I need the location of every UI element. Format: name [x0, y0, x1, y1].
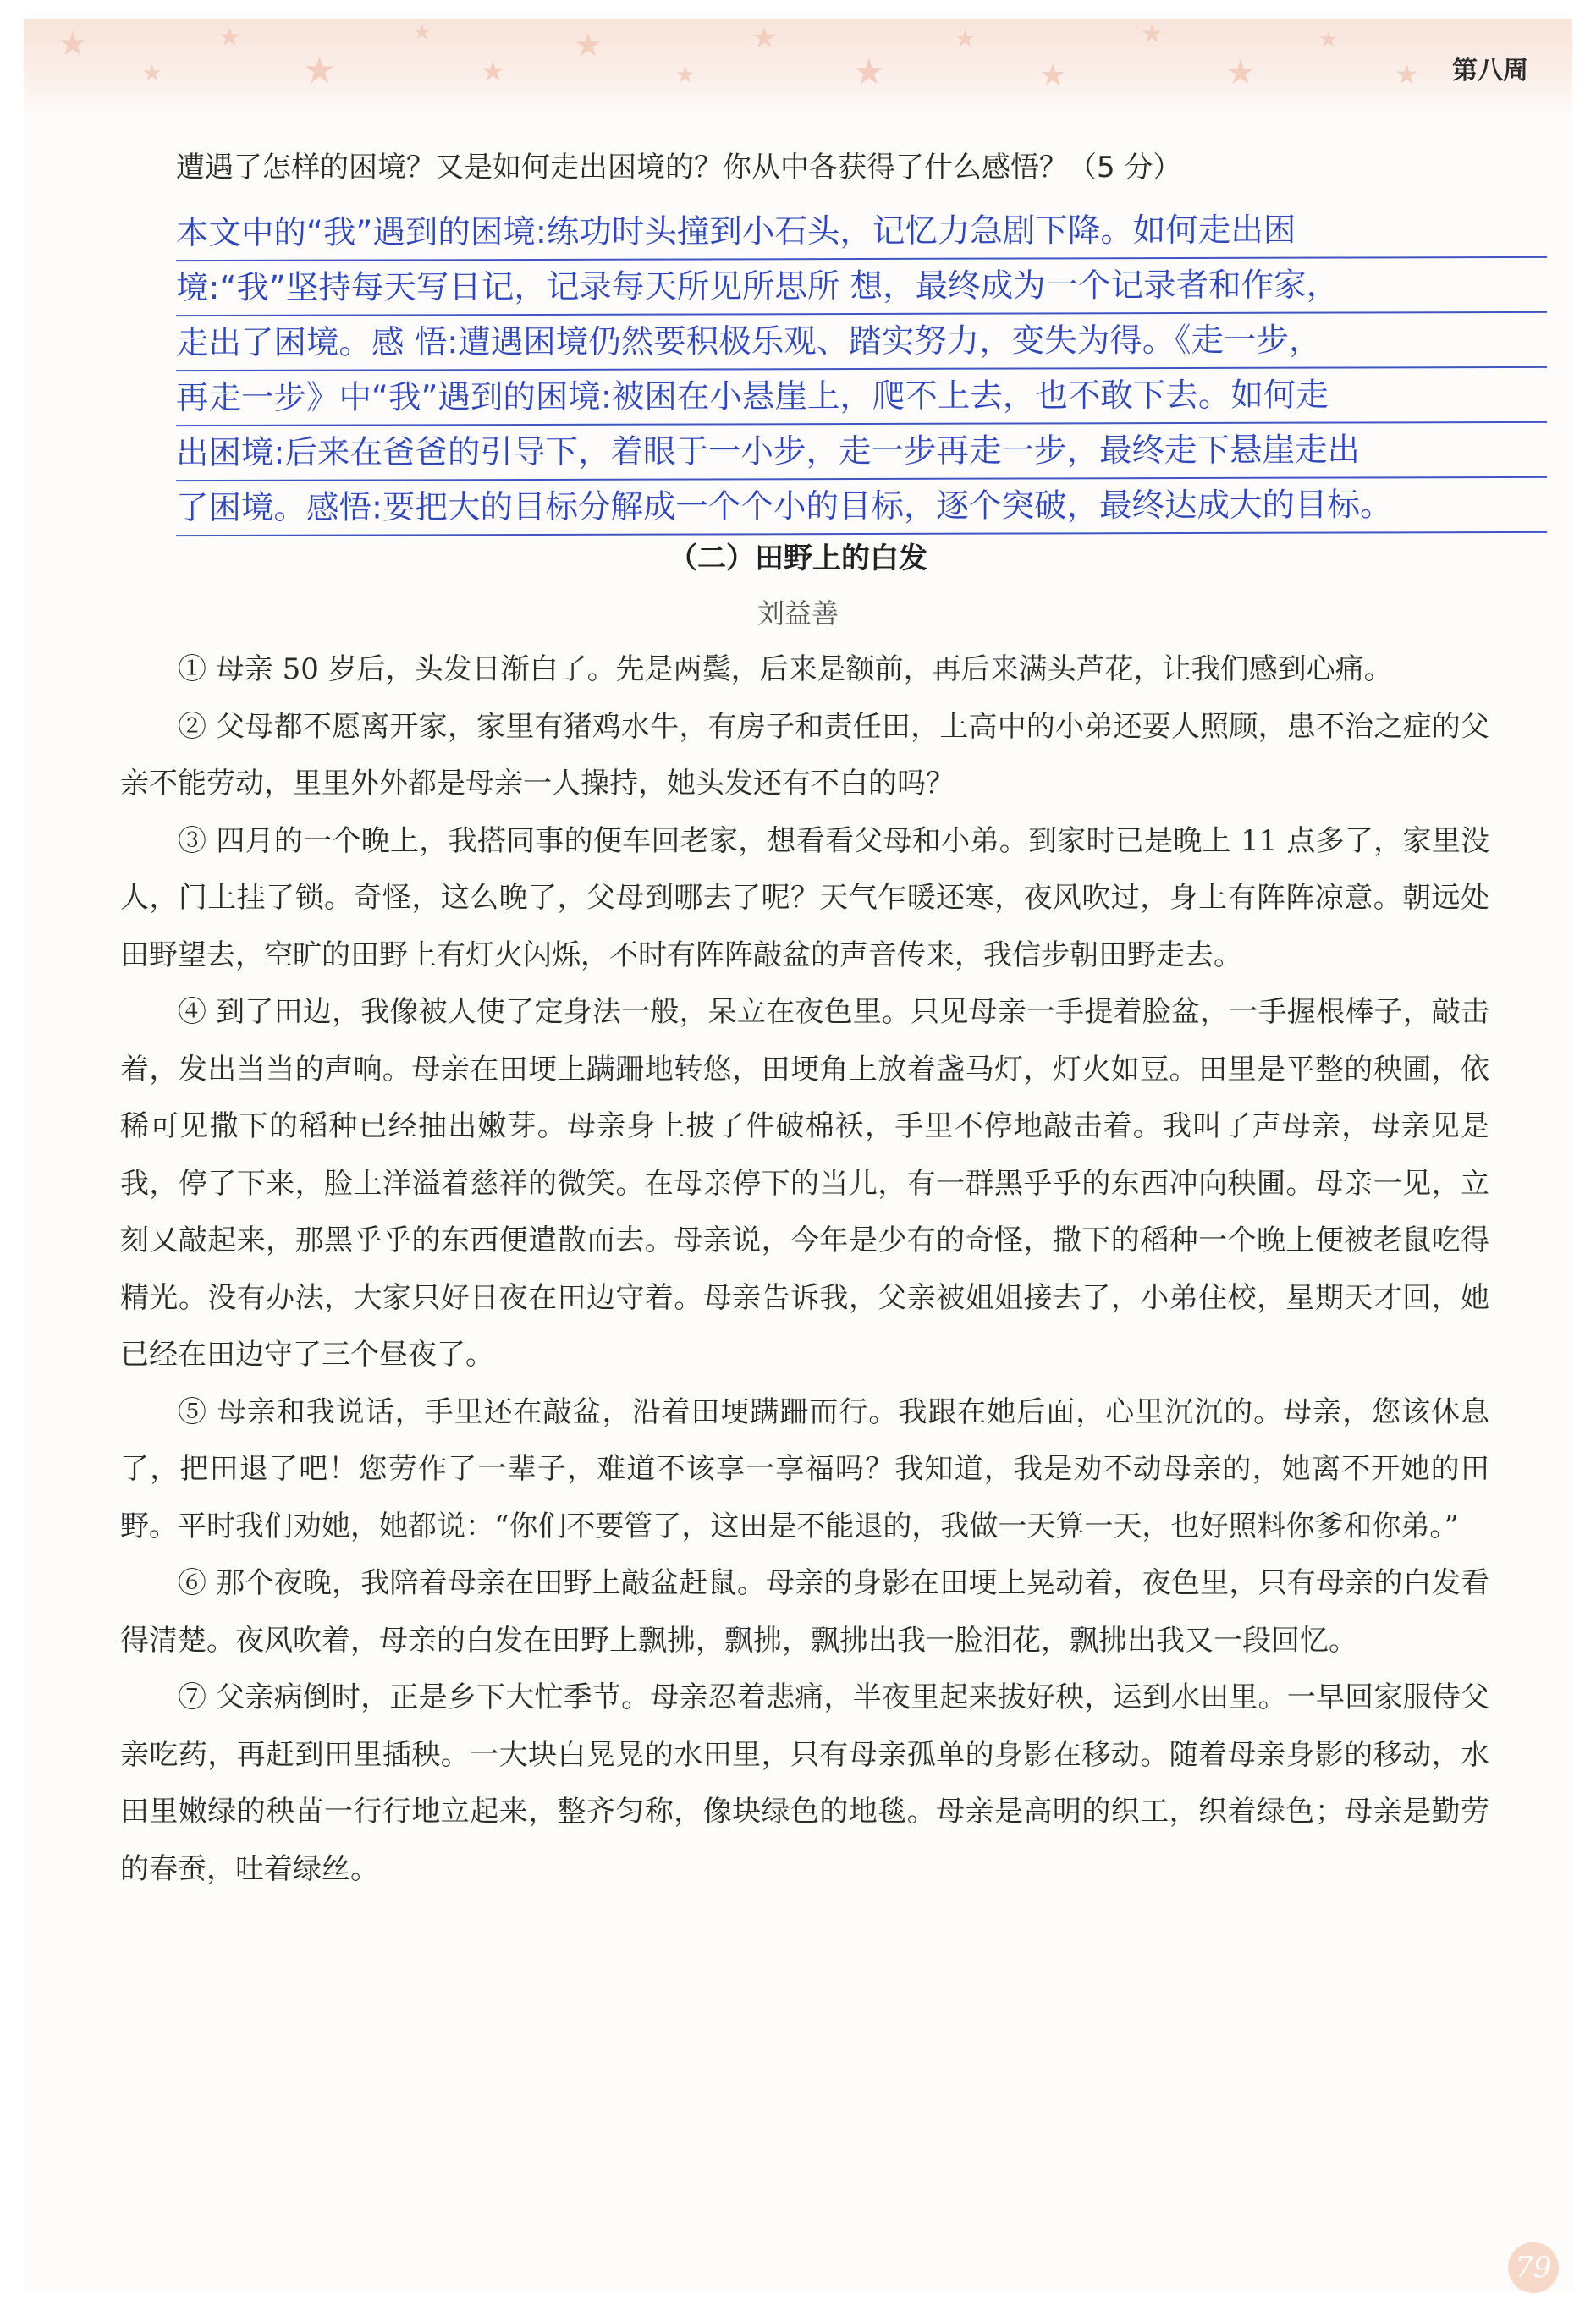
star-icon: ★: [142, 61, 162, 86]
star-icon: ★: [1225, 53, 1256, 92]
paragraph-2: ② 父母都不愿离开家，家里有猪鸡水牛，有房子和责任田，上高中的小弟还要人照顾，患不治之症的父亲不能劳动，里里外外都是母亲一人操持，她头发还有不白的吗？: [120, 709, 1489, 800]
answer-line: 走出了困境。感 悟:遭遇困境仍然要积极乐观、踏实努力，变失为得。《走一步，: [176, 313, 1547, 371]
star-icon: ★: [675, 63, 696, 88]
page-number: 79: [1508, 2242, 1559, 2293]
article-title: （二）田野上的白发: [669, 542, 927, 575]
star-icon: ★: [481, 55, 505, 87]
header-band: [24, 19, 1572, 120]
week-label: 第八周: [1452, 56, 1528, 85]
answer-line: 境:“我”坚持每天写日记，记录每天所见所思所 想，最终成为一个记录者和作家，: [176, 258, 1547, 316]
answer-line: 本文中的“我”遇到的困境:练功时头撞到小石头，记忆力急剧下降。如何走出困: [176, 203, 1547, 261]
star-icon: ★: [853, 51, 885, 92]
answer-line: 再走一步》中“我”遇到的困境:被困在小悬崖上，爬不上去，也不敢下去。如何走: [176, 368, 1547, 426]
paragraph-5: ⑤ 母亲和我说话，手里还在敲盆，沿着田埂蹒跚而行。我跟在她后面，心里沉沉的。母亲，您该休息了，把田退了吧！您劳作了一辈子，难道不该享一享福吗？我知道，我是劝不动母亲的，她离不开她的田野。平时我们劝她，她都说：“你们不要管了，这田是不能退的，我做一天算一天，也好照料你爹和你弟。”: [120, 1394, 1489, 1543]
star-icon: ★: [751, 21, 778, 55]
question-text: 遭遇了怎样的困境？又是如何走出困境的？你从中各获得了什么感悟？（5 分）: [176, 151, 1182, 184]
paragraph-1: ① 母亲 50 岁后，头发日渐白了。先是两鬓，后来是额前，再后来满头芦花，让我们感到心痛。: [178, 652, 1393, 686]
answer-line: 出困境:后来在爸爸的引导下，着眼于一小步，走一步再走一步，最终走下悬崖走出: [176, 423, 1547, 481]
star-icon: ★: [1395, 58, 1419, 91]
star-icon: ★: [413, 20, 432, 44]
article-author: 刘益善: [757, 597, 839, 630]
paragraph-6: ⑥ 那个夜晚，我陪着母亲在田野上敲盆赶鼠。母亲的身影在田埂上晃动着，夜色里，只有母亲的白发看得清楚。夜风吹着，母亲的白发在田野上飘拂，飘拂，飘拂出我一脸泪花，飘拂出我又一段回忆。: [120, 1566, 1489, 1658]
star-icon: ★: [955, 25, 977, 52]
star-icon: ★: [1318, 27, 1339, 52]
star-icon: ★: [574, 26, 603, 63]
paragraph-7: ⑦ 父亲病倒时，正是乡下大忙季节。母亲忍着悲痛，半夜里起来拔好秧，运到水田里。一早回家服侍父亲吃药，再赶到田里插秧。一大块白晃晃的水田里，只有母亲孤单的身影在移动。随着母亲身影的移动，水田里嫩绿的秧苗一行行地立起来，整齐匀称，像块绿色的地毯。母亲是高明的织工，织着绿色；母亲是勤劳的春蚕，吐着绿丝。: [120, 1680, 1489, 1886]
star-icon: ★: [218, 23, 241, 52]
star-icon: ★: [58, 25, 88, 63]
star-icon: ★: [303, 49, 337, 92]
article-body: [120, 641, 1489, 1898]
star-icon: ★: [1141, 19, 1164, 49]
paragraph-3: ③ 四月的一个晚上，我搭同事的便车回老家，想看看父母和小弟。到家时已是晚上 11 点多了，家里没人，门上挂了锁。奇怪，这么晚了，父母到哪去了呢？天气乍暖还寒，夜风吹过，身上有阵阵凉意。朝远处田野望去，空旷的田野上有灯火闪烁，不时有阵阵敲盆的声音传来，我信步朝田野走去。: [120, 823, 1489, 972]
answer-line: 了困境。感悟:要把大的目标分解成一个个小的目标，逐个突破，最终达成大的目标。: [176, 478, 1547, 536]
star-icon: ★: [1039, 58, 1067, 93]
handwritten-answer: [176, 205, 1547, 535]
paragraph-4: ④ 到了田边，我像被人使了定身法一般，呆立在夜色里。只见母亲一手提着脸盆，一手握根棒子，敲击着，发出当当的声响。母亲在田埂上蹒跚地转悠，田埂角上放着盏马灯，灯火如豆。田里是平整的秧圃，依稀可见撒下的稻种已经抽出嫩芽。母亲身上披了件破棉袄，手里不停地敲击着。我叫了声母亲，母亲见是我，停了下来，脸上洋溢着慈祥的微笑。在母亲停下的当儿，有一群黑乎乎的东西冲向秧圃。母亲一见，立刻又敲起来，那黑乎乎的东西便遣散而去。母亲说，今年是少有的奇怪，撒下的稻种一个晚上便被老鼠吃得精光。没有办法，大家只好日夜在田边守着。母亲告诉我，父亲被姐姐接去了，小弟住校，星期天才回，她已经在田边守了三个昼夜了。: [120, 995, 1489, 1372]
